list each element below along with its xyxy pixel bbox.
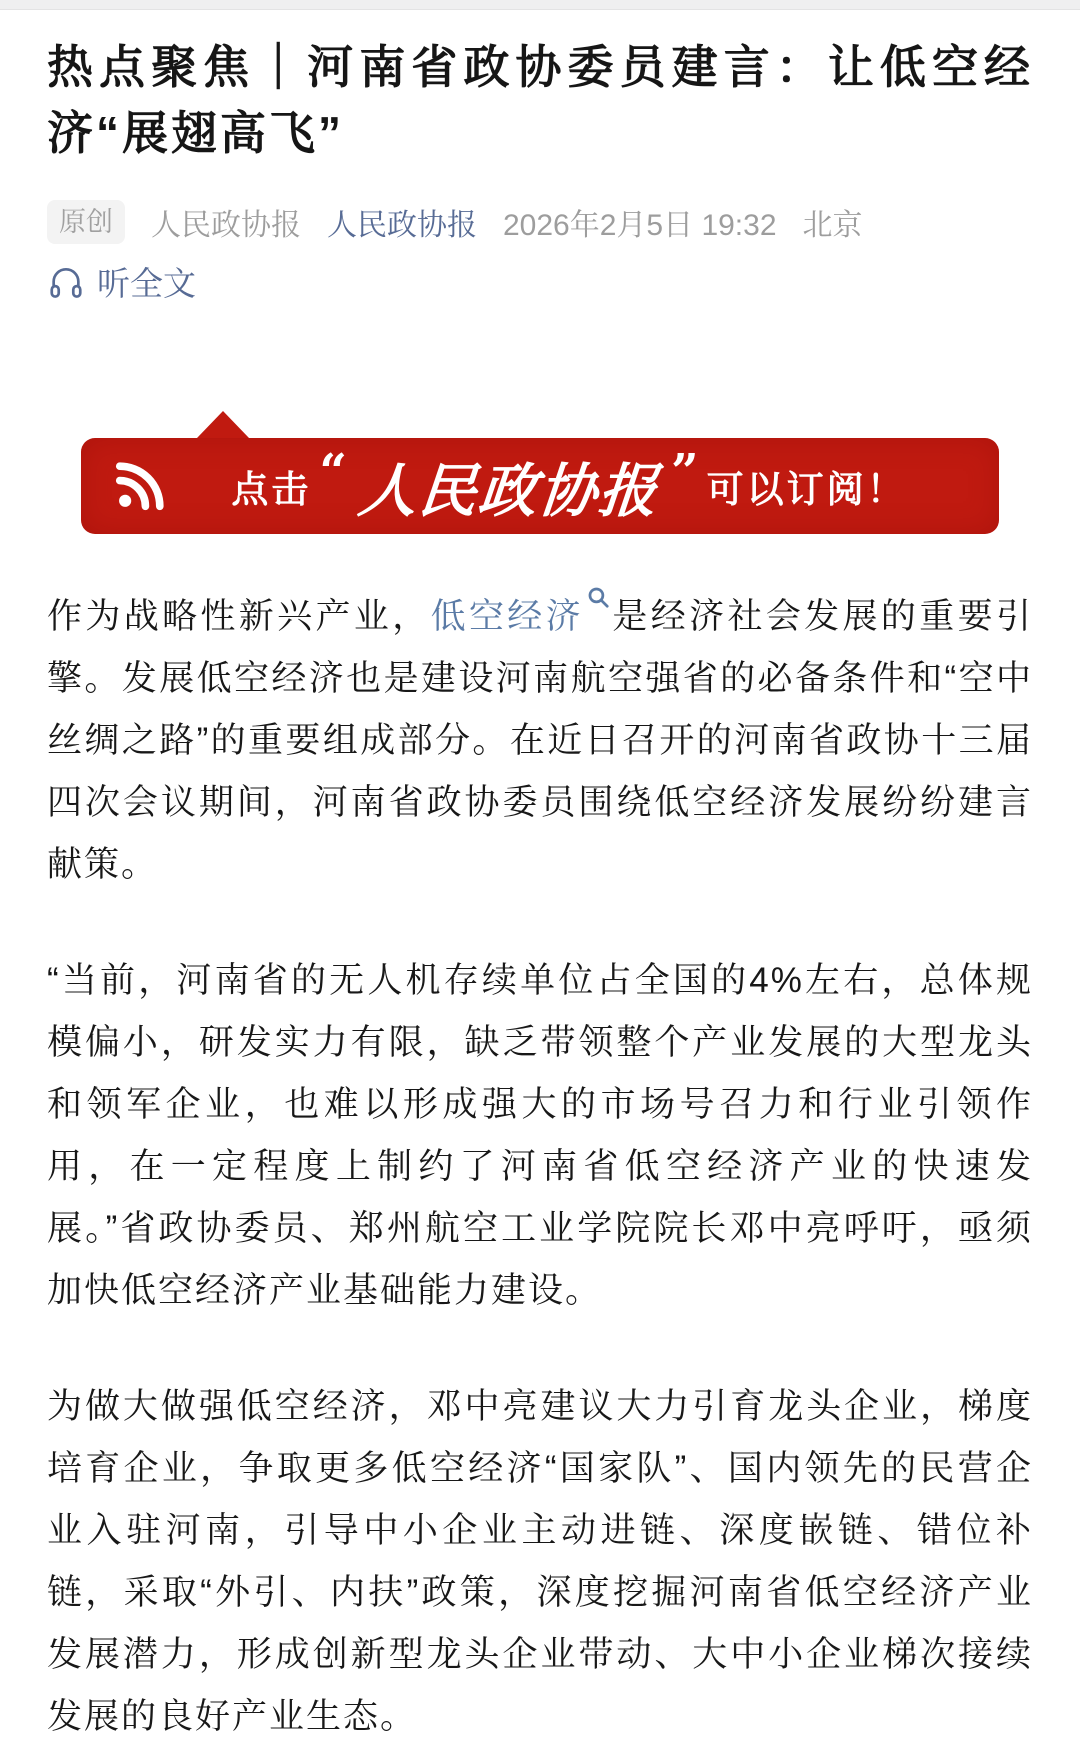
search-icon — [586, 568, 611, 630]
paragraph-1 — [47, 568, 1033, 896]
keyword-link-label: 低空经济 — [430, 597, 585, 637]
paragraph-1-text-before: 作为战略性新兴产业， — [47, 597, 431, 637]
paragraph-1-text-after: 是经济社会发展的重要引擎。发展低空经济也是建设河南航空强省的必备条件和“空中丝绸之路”的重要组成部分。在近日召开的河南省政协十三届四次会议期间，河南省政协委员围绕低空经济发展纷纷建言献策。 — [47, 597, 1033, 885]
headphones-icon — [47, 263, 85, 301]
listen-label: 听全文 — [97, 265, 196, 303]
banner-text — [167, 444, 971, 528]
publish-datetime: 2026年2月5日 19:32 — [503, 209, 777, 243]
keyword-link[interactable] — [431, 597, 611, 636]
paragraph-3: 为做大做强低空经济，邓中亮建议大力引育龙头企业，梯度培育企业，争取更多低空经济“国家队”、国内领先的民营企业入驻河南，引导中小企业主动进链、深度嵌链、错位补链，采取“外引、内扶”政策，深度挖掘河南省低空经济产业发展潜力，形成创新型龙头企业带动、大中小企业梯次接续发展的良好产业生态。 — [47, 1387, 1033, 1737]
rss-icon — [113, 459, 167, 513]
banner-brand-script: 人民政协报 — [355, 457, 662, 526]
subscribe-banner-body — [81, 438, 999, 534]
paragraph-2: “当前，河南省的无人机存续单位占全国的4%左右，总体规模偏小，研发实力有限，缺乏带领整个产业发展的大型龙头和领军企业，也难以形成强大的市场号召力和行业引领作用，在一定程度上制约了河南省低空经济产业的快速发展。”省政协委员、郑州航空工业学院院长邓中亮呼吁，亟须加快低空经济产业基础能力建设。 — [47, 961, 1033, 1311]
publish-location: 北京 — [802, 209, 863, 243]
meta-row — [47, 200, 1033, 244]
article-page — [0, 34, 1080, 1748]
banner-suffix: 可以订阅！ — [706, 469, 907, 511]
author-name: 人民政协报 — [151, 209, 301, 243]
article-body — [47, 568, 1033, 1748]
listen-article-button[interactable] — [47, 258, 196, 305]
top-divider-strip — [0, 0, 1080, 10]
original-badge[interactable]: 原创 — [47, 200, 125, 244]
subscribe-banner[interactable] — [81, 411, 999, 534]
article-title: 热点聚焦｜河南省政协委员建言：让低空经济“展翅高飞” — [47, 41, 1033, 159]
banner-open-quote: “ — [319, 444, 347, 501]
banner-prefix: 点击 — [231, 469, 312, 511]
banner-pointer-icon — [197, 411, 249, 438]
banner-close-quote: ” — [671, 444, 699, 501]
account-link[interactable]: 人民政协报 — [327, 209, 477, 243]
